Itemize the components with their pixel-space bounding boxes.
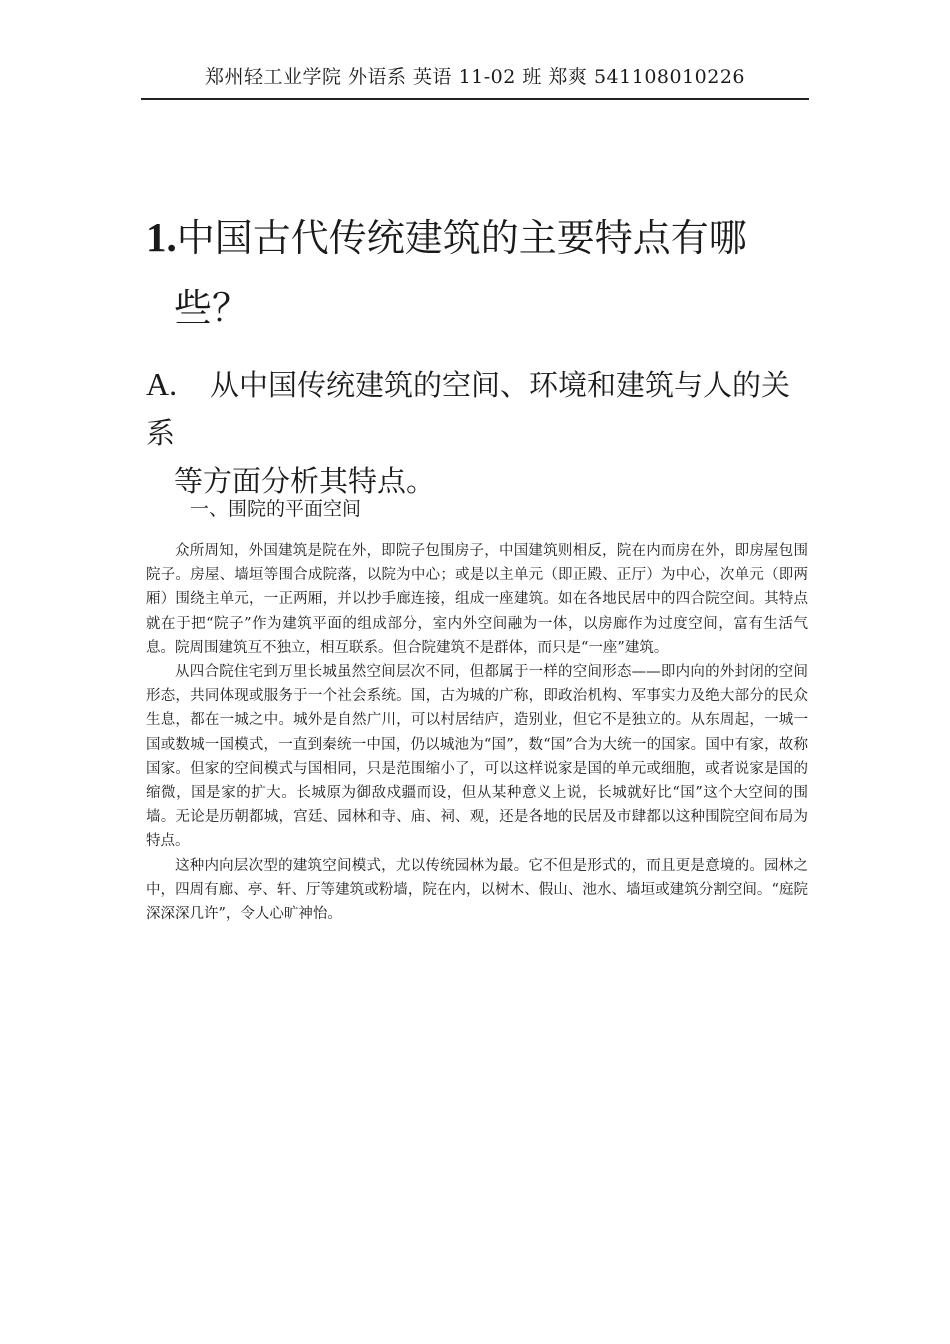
question-number: 1. [146,214,177,260]
subsection-text-line1: 从中国传统建筑的空间、环境和建筑与人的关系 [146,368,791,450]
page-header [141,62,809,100]
subsection-heading [146,360,816,505]
subsection-text-line2: 等方面分析其特点。 [174,464,436,498]
paragraph: 众所周知，外国建筑是院在外，即院子包围房子，中国建筑则相反，院在内而房在外，即房屋包围院子。房屋、墙垣等围合成院落，以院为中心；或是以主单元（即正殿、正厅）为中心，次单元（即两厢）围绕主单元，一正两厢，并以抄手廊连接，组成一座建筑。如在各地民居中的四合院空间。其特点就在于把“院子”作为建筑平面的组成部分，室内外空间融为一体，以房廊作为过度空间，富有生活气息。院周围建筑互不独立，相互联系。但合院建筑不是群体，而只是“一座”建筑。 [146,543,808,656]
question-title-line1: 中国古代传统建筑的主要特点有哪 [176,216,747,260]
question-title-line2: 些？ [174,286,251,330]
subsection-letter: A. [146,366,178,402]
paragraph: 这种内向层次型的建筑空间模式，尤以传统园林为最。它不但是形式的，而且更是意境的。园林之中，四周有廊、亭、轩、厅等建筑或粉墙，院在内，以树木、假山、池水、墙垣或建筑分割空间。“庭院深深深几许”，令人心旷神怡。 [146,857,808,923]
question-title [146,202,816,343]
body-text [146,539,808,926]
paragraph: 从四合院住宅到万里长城虽然空间层次不同，但都属于一样的空间形态——即内向的外封闭的空间形态，共同体现或服务于一个社会系统。国，古为城的广称，即政治机构、军事实力及绝大部分的民众生息，都在一城之中。城外是自然广川，可以村居结庐，造别业，但它不是独立的。从东周起，一城一国或数城一国模式，一直到秦统一中国，仍以城池为“国”，数“国”合为大统一的国家。国中有家，故称国家。但家的空间模式与国相同，只是范围缩小了，可以这样说家是国的单元或细胞，或者说家是国的缩微，国是家的扩大。长城原为御敌戍疆而设，但从某种意义上说，长城就好比“国”这个大空间的围墙。无论是历朝都城，宫廷、园林和寺、庙、祠、观，还是各地的民居及市肆都以这种围院空间布局为特点。 [146,664,808,850]
section-heading: 一、围院的平面空间 [190,498,362,520]
header-text: 郑州轻工业学院 外语系 英语 11-02 班 郑爽 541108010226 [204,66,746,88]
